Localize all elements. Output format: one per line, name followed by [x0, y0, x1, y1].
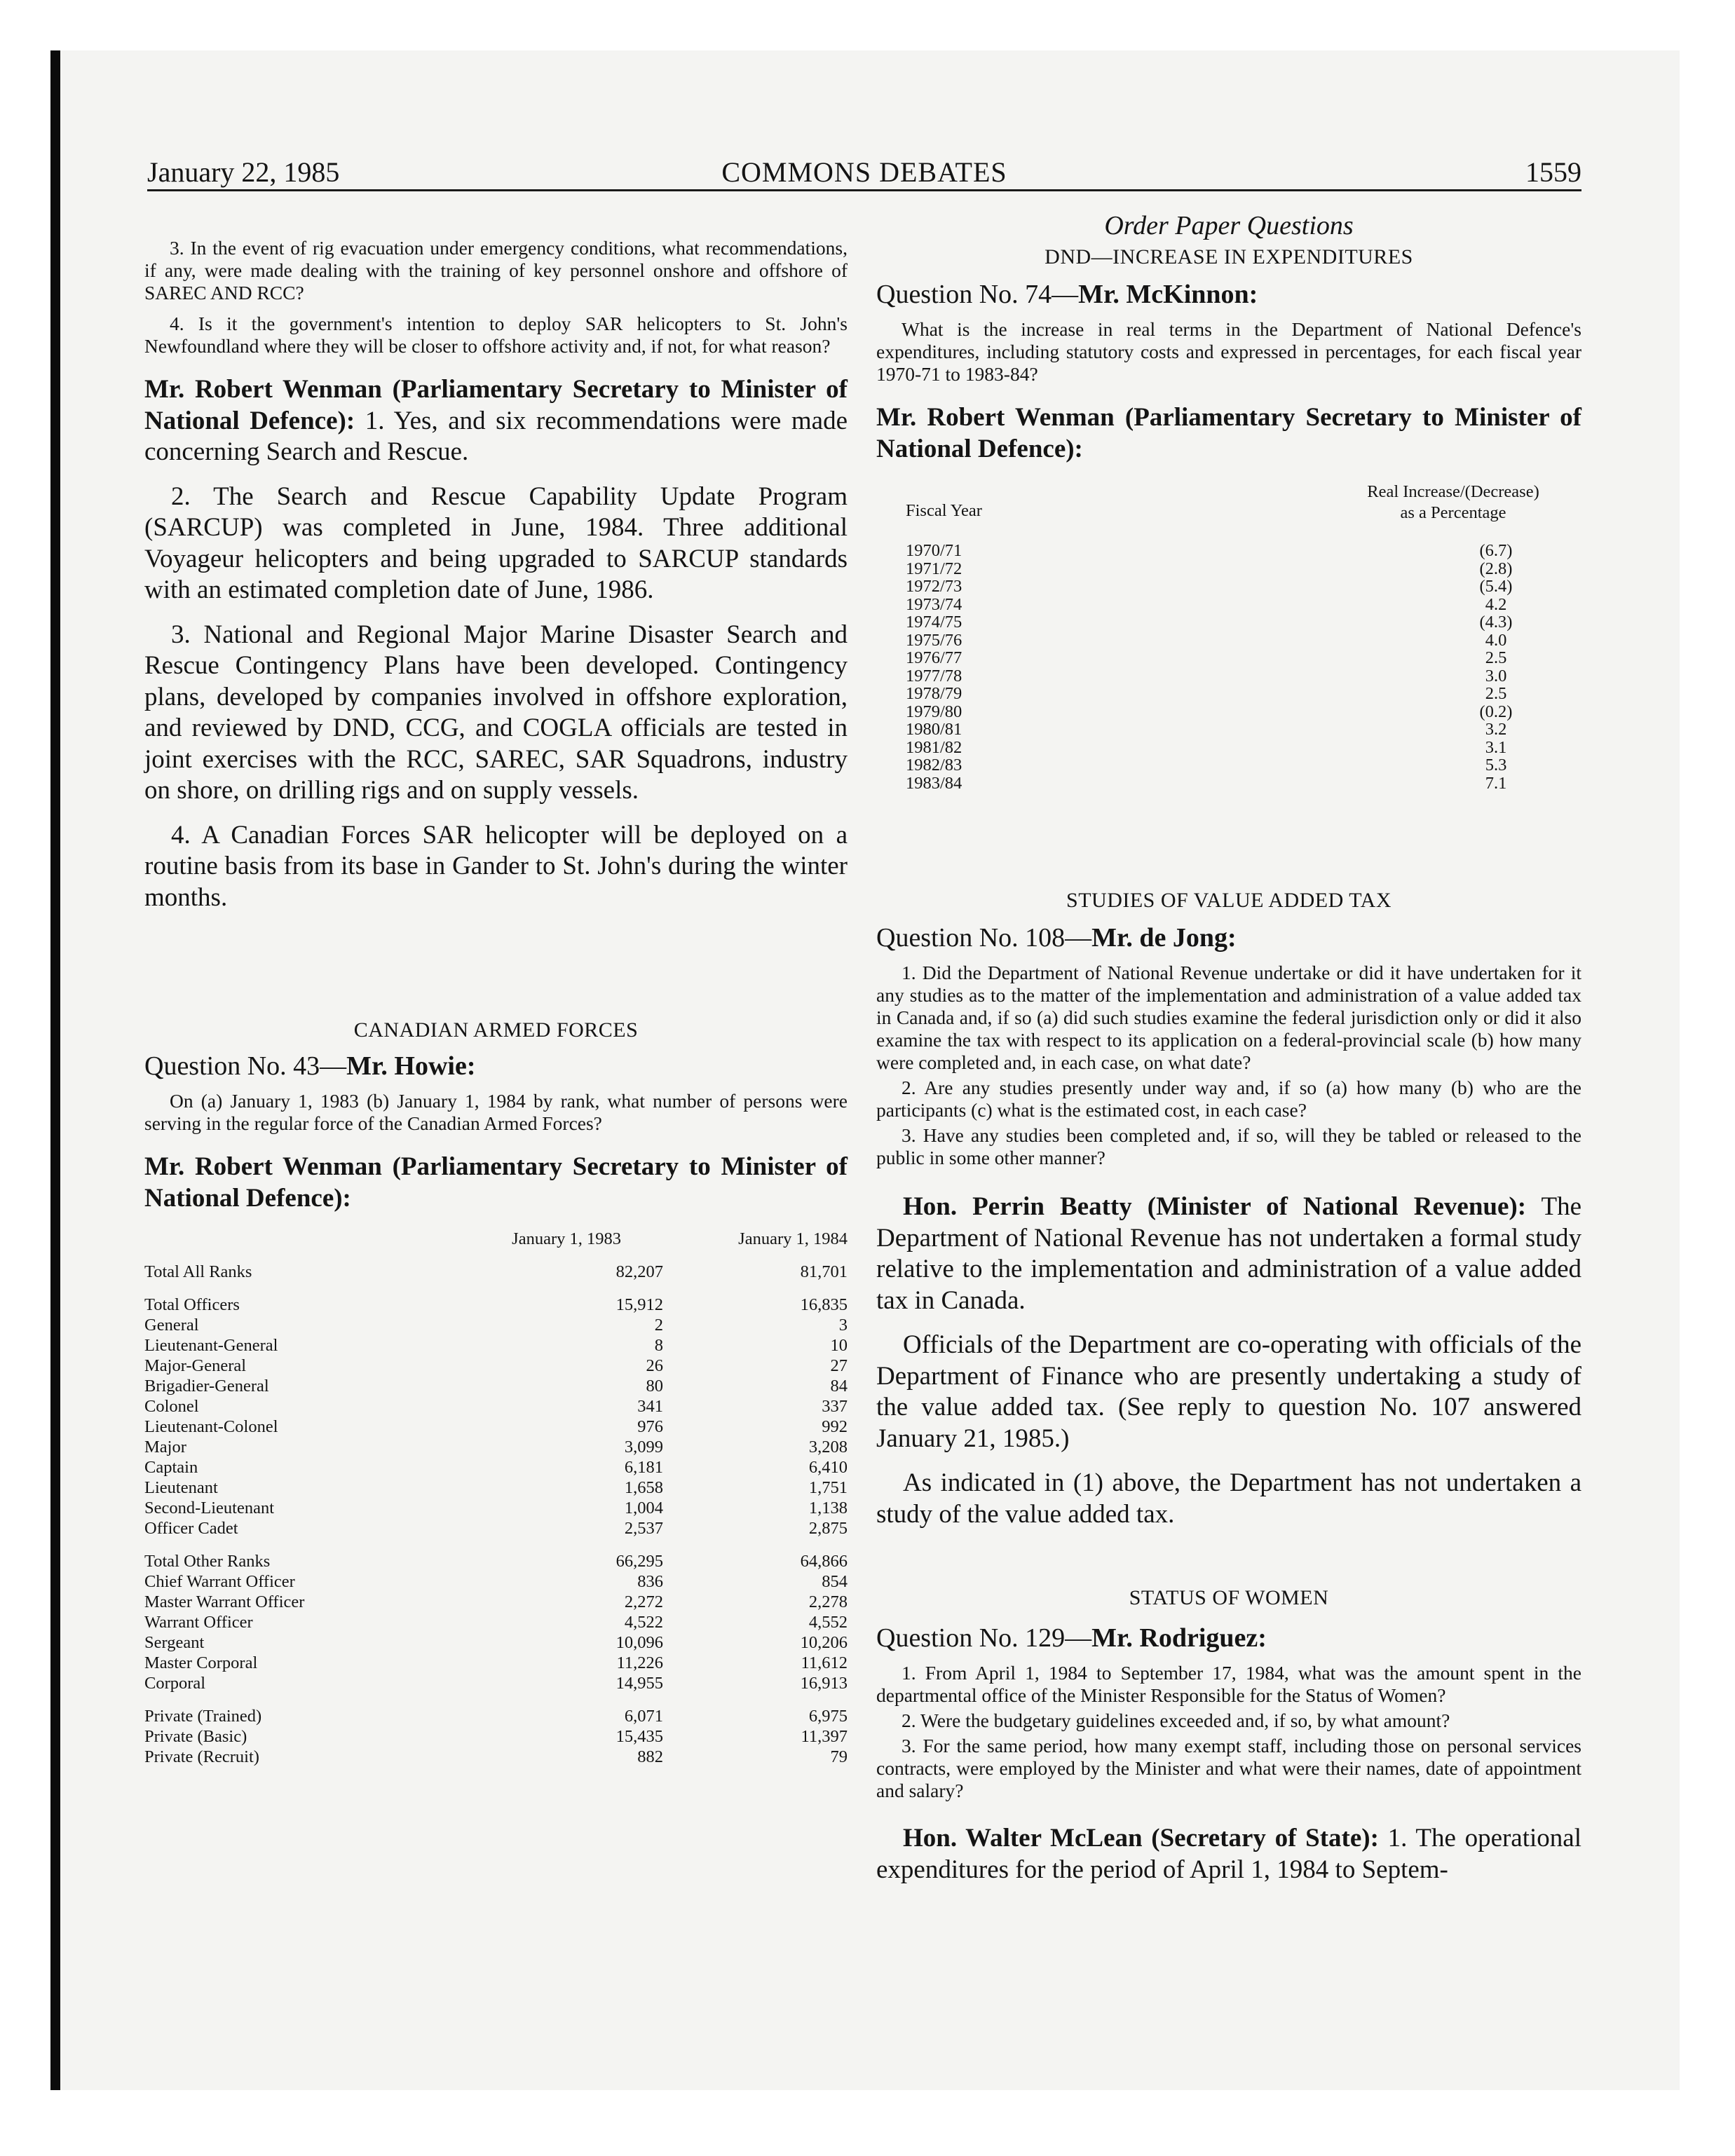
table-row	[144, 1632, 848, 1653]
column-header: January 1, 1983	[512, 1229, 621, 1248]
rank-cell: Lieutenant	[144, 1478, 218, 1497]
value-1984-cell: 16,835	[800, 1295, 848, 1314]
value-1983-cell: 2,537	[624, 1519, 663, 1538]
percentage-cell: (4.3)	[1479, 613, 1513, 632]
value-1984-cell: 854	[822, 1572, 848, 1591]
percentage-cell: (5.4)	[1479, 577, 1513, 596]
rank-cell: Second-Lieutenant	[144, 1499, 275, 1517]
table-row	[144, 1612, 848, 1632]
table-row	[876, 560, 1581, 578]
value-1984-cell: 3,208	[808, 1438, 848, 1456]
header-date: January 22, 1985	[147, 156, 340, 188]
rank-cell: Private (Trained)	[144, 1707, 262, 1726]
table-row	[144, 1551, 848, 1571]
table-row	[144, 1437, 848, 1457]
question-item: 2. Were the budgetary guidelines exceeded and, if so, by what amount?	[901, 1710, 1450, 1731]
question-member: Mr. McKinnon:	[1078, 280, 1258, 309]
question-number: Question No. 43—	[144, 1051, 347, 1081]
percentage-cell: 2.5	[1485, 648, 1507, 667]
answer-paragraph: Officials of the Department are co-operating with officials of the Department of Finance who are presently undertaking a study of the value added tax. (See reply to question No. 107 answered January 21, 1985.)	[876, 1330, 1581, 1453]
question-number: Question No. 74—	[876, 280, 1079, 309]
table-row	[144, 1376, 848, 1396]
percentage-cell: 5.3	[1485, 756, 1507, 775]
table-row	[144, 1726, 848, 1747]
table-row	[144, 1417, 848, 1437]
header-page-number: 1559	[1525, 156, 1581, 188]
table-row	[144, 1356, 848, 1376]
value-1983-cell: 1,658	[624, 1478, 663, 1497]
answer-text: The Department of National Revenue has not undertaken a formal study relative to the implementation and administration of a value added tax in Canada.	[876, 1192, 1582, 1315]
value-1983-cell: 976	[637, 1417, 663, 1436]
value-1983-cell: 14,955	[615, 1674, 663, 1693]
table-row	[876, 542, 1581, 560]
rank-cell: Master Corporal	[144, 1653, 258, 1672]
fiscal-year-cell: 1978/79	[906, 684, 962, 703]
value-1983-cell: 15,435	[615, 1727, 663, 1746]
header-rule	[147, 189, 1581, 191]
question-heading	[144, 1051, 848, 1082]
fiscal-year-cell: 1972/73	[906, 577, 962, 596]
fiscal-year-cell: 1981/82	[906, 737, 962, 757]
question-member: Mr. de Jong:	[1091, 923, 1237, 953]
question-heading	[876, 1623, 1581, 1653]
table-row	[144, 1396, 848, 1417]
table-row	[876, 703, 1581, 721]
answer-paragraph	[876, 1823, 1581, 1885]
table-row	[144, 1673, 848, 1693]
column-header-line: Real Increase/(Decrease)	[1367, 482, 1539, 501]
table-row	[876, 667, 1581, 685]
value-1984-cell: 4,552	[808, 1613, 848, 1632]
fiscal-year-cell: 1970/71	[906, 541, 962, 560]
table-row	[144, 1747, 848, 1767]
table-row	[876, 578, 1581, 596]
rank-cell: Sergeant	[144, 1633, 205, 1652]
value-1983-cell: 80	[646, 1377, 663, 1396]
table-row	[876, 632, 1581, 650]
question-item: 4. Is it the government's intention to deploy SAR helicopters to St. John's Newfoundland where they will be closer to offshore activity and, if not, for what reason?	[144, 313, 848, 357]
value-1984-cell: 992	[822, 1417, 848, 1436]
fiscal-year-cell: 1974/75	[906, 613, 962, 632]
rank-cell: Brigadier-General	[144, 1377, 269, 1396]
answer-paragraph: 3. National and Regional Major Marine Disaster Search and Rescue Contingency Plans have been developed. Contingency plans, developed by companies involved in offshore exploration, and reviewed by DND, CCG, and COGLA officials are tested in joint exercises with the RCC, SAREC, SAR Squadrons, industry on shore, on drilling rigs and on supply vessels.	[144, 620, 848, 805]
percentage-cell: (2.8)	[1479, 559, 1513, 578]
armed-forces-table	[144, 1262, 848, 1767]
percentage-cell: 3.1	[1485, 737, 1507, 757]
table-row	[876, 613, 1581, 632]
spacer	[876, 792, 1581, 889]
rank-cell: Major-General	[144, 1356, 247, 1375]
row-spacer	[144, 1693, 848, 1706]
table-row	[876, 756, 1581, 775]
table-row	[876, 721, 1581, 739]
answer-paragraph: As indicated in (1) above, the Department has not undertaken a study of the value added tax.	[876, 1468, 1581, 1529]
value-1983-cell: 1,004	[624, 1499, 663, 1517]
question-number: Question No. 108—	[876, 923, 1092, 953]
rank-cell: Lieutenant-General	[144, 1336, 278, 1355]
question-text: On (a) January 1, 1983 (b) January 1, 1984 by rank, what number of persons were serving in the regular force of the Canadian Armed Forces?	[144, 1090, 848, 1134]
rank-cell: Major	[144, 1438, 186, 1456]
table-row	[876, 649, 1581, 667]
order-paper-heading: Order Paper Questions	[1104, 211, 1354, 240]
value-1983-cell: 2	[654, 1316, 663, 1335]
fiscal-year-cell: 1973/74	[906, 594, 962, 614]
answer-text: 1. Yes, and six recommendations were made concerning Search and Rescue.	[144, 406, 848, 466]
rank-cell: Master Warrant Officer	[144, 1592, 305, 1611]
value-1984-cell: 2,278	[808, 1592, 848, 1611]
table-row	[876, 596, 1581, 614]
speaker-name: Mr. Robert Wenman (Parliamentary Secretary to Minister of National Defence):	[876, 403, 1581, 463]
value-1983-cell: 836	[637, 1572, 663, 1591]
column-header	[1338, 482, 1569, 524]
answer-text: 1. The operational expenditures for the period of April 1, 1984 to Septem-	[876, 1824, 1581, 1884]
dnd-expenditure-table	[876, 542, 1581, 792]
table-row	[144, 1653, 848, 1673]
answer-paragraph	[144, 374, 848, 468]
section-heading: STUDIES OF VALUE ADDED TAX	[1066, 889, 1392, 912]
running-header	[147, 156, 1581, 191]
rank-cell: Lieutenant-Colonel	[144, 1417, 278, 1436]
value-1984-cell: 11,612	[801, 1653, 848, 1672]
percentage-cell: (6.7)	[1479, 541, 1513, 560]
column-header-line: as a Percentage	[1400, 503, 1506, 522]
question-member: Mr. Howie:	[346, 1051, 476, 1081]
question-item: 1. From April 1, 1984 to September 17, 1984, what was the amount spent in the departmental office of the Minister Responsible for the Status of Women?	[876, 1662, 1581, 1706]
section-heading: DND—INCREASE IN EXPENDITURES	[1045, 245, 1413, 268]
value-1984-cell: 27	[830, 1356, 848, 1375]
value-1983-cell: 10,096	[615, 1633, 663, 1652]
section-heading: CANADIAN ARMED FORCES	[353, 1018, 639, 1042]
percentage-cell: 3.2	[1485, 720, 1507, 739]
rank-cell: Colonel	[144, 1397, 199, 1416]
table-row	[144, 1457, 848, 1478]
table-row	[144, 1498, 848, 1518]
table-row	[144, 1571, 848, 1592]
table-row	[876, 685, 1581, 703]
rank-cell: Total Officers	[144, 1295, 240, 1314]
fiscal-year-cell: 1979/80	[906, 702, 962, 721]
value-1984-cell: 10,206	[800, 1633, 848, 1652]
table-row	[144, 1518, 848, 1538]
column-header: Fiscal Year	[906, 501, 982, 520]
header-publication-title: COMMONS DEBATES	[721, 156, 1007, 188]
speaker-name: Hon. Perrin Beatty (Minister of National Revenue):	[903, 1192, 1527, 1221]
rank-cell: Corporal	[144, 1674, 206, 1693]
value-1984-cell: 79	[830, 1747, 848, 1766]
value-1983-cell: 15,912	[615, 1295, 663, 1314]
percentage-cell: (0.2)	[1479, 702, 1513, 721]
rank-cell: General	[144, 1316, 199, 1335]
table-row	[144, 1706, 848, 1726]
table-header	[144, 1229, 848, 1249]
percentage-cell: 7.1	[1485, 773, 1507, 793]
fiscal-year-cell: 1977/78	[906, 666, 962, 685]
value-1984-cell: 1,138	[808, 1499, 848, 1517]
value-1984-cell: 11,397	[801, 1727, 848, 1746]
percentage-cell: 4.2	[1485, 594, 1507, 614]
speaker-name: Mr. Robert Wenman (Parliamentary Secretary to Minister of National Defence):	[144, 1152, 848, 1213]
right-column	[876, 210, 1581, 1899]
value-1983-cell: 66,295	[615, 1552, 663, 1571]
value-1983-cell: 341	[637, 1397, 663, 1416]
table-row	[144, 1335, 848, 1356]
value-1983-cell: 82,207	[615, 1262, 663, 1281]
speaker-name: Mr. Robert Wenman (Parliamentary Secretary to Minister of National Defence):	[144, 375, 848, 435]
value-1983-cell: 26	[646, 1356, 663, 1375]
fiscal-year-cell: 1983/84	[906, 773, 962, 793]
question-text: What is the increase in real terms in the Department of National Defence's expenditures, including statutory costs and expressed in percentages, for each fiscal year 1970-71 to 1983-84?	[876, 318, 1581, 385]
rank-cell: Private (Basic)	[144, 1727, 247, 1746]
value-1984-cell: 16,913	[800, 1674, 848, 1693]
question-member: Mr. Rodriguez:	[1091, 1623, 1267, 1653]
question-item: 2. Are any studies presently under way and, if so (a) how many (b) who are the participants (c) what is the estimated cost, in each case?	[876, 1077, 1581, 1121]
table-row	[144, 1592, 848, 1612]
value-1983-cell: 4,522	[624, 1613, 663, 1632]
rank-cell: Total Other Ranks	[144, 1552, 271, 1571]
left-column	[144, 237, 848, 1767]
answer-paragraph: 4. A Canadian Forces SAR helicopter will be deployed on a routine basis from its base in Gander to St. John's during the winter months.	[144, 820, 848, 912]
value-1983-cell: 882	[637, 1747, 663, 1766]
value-1984-cell: 10	[830, 1336, 848, 1355]
value-1984-cell: 6,975	[808, 1707, 848, 1726]
question-item: 3. Have any studies been completed and, if so, will they be tabled or released to the public in some other manner?	[876, 1124, 1581, 1168]
value-1984-cell: 3	[838, 1316, 848, 1335]
table-row	[144, 1262, 848, 1282]
value-1983-cell: 2,272	[624, 1592, 663, 1611]
column-header: January 1, 1984	[738, 1229, 848, 1248]
rank-cell: Warrant Officer	[144, 1613, 253, 1632]
rank-cell: Chief Warrant Officer	[144, 1572, 295, 1591]
value-1984-cell: 2,875	[808, 1519, 848, 1538]
rank-cell: Private (Recruit)	[144, 1747, 259, 1766]
value-1984-cell: 81,701	[800, 1262, 848, 1281]
section-heading: STATUS OF WOMEN	[1129, 1586, 1329, 1609]
fiscal-year-cell: 1982/83	[906, 756, 962, 775]
row-spacer	[144, 1282, 848, 1295]
percentage-cell: 3.0	[1485, 666, 1507, 685]
answer-paragraph	[876, 1192, 1581, 1316]
answer-paragraph: 2. The Search and Rescue Capability Update Program (SARCUP) was completed in June, 1984. Three additional Voyageur helicopters and being upgraded to SARCUP standards with an estimated completion date of June, 1986.	[144, 482, 848, 604]
fiscal-year-cell: 1971/72	[906, 559, 962, 578]
table-row	[144, 1478, 848, 1498]
percentage-cell: 2.5	[1485, 684, 1507, 703]
table-row	[876, 739, 1581, 757]
value-1983-cell: 3,099	[624, 1438, 663, 1456]
value-1984-cell: 337	[822, 1397, 848, 1416]
percentage-cell: 4.0	[1485, 630, 1507, 650]
table-header	[876, 482, 1581, 526]
value-1983-cell: 11,226	[616, 1653, 663, 1672]
value-1984-cell: 1,751	[808, 1478, 848, 1497]
value-1983-cell: 6,181	[624, 1458, 663, 1477]
scan-edge-bar	[50, 50, 60, 2090]
question-number: Question No. 129—	[876, 1623, 1092, 1653]
question-item: 3. For the same period, how many exempt staff, including those on personal services contracts, were employed by the Minister and what were their names, date of appointment and salary?	[876, 1735, 1581, 1801]
question-item: 3. In the event of rig evacuation under emergency conditions, what recommendations, if any, were made dealing with the training of key personnel onshore and offshore of SAREC AND RCC?	[144, 237, 848, 303]
fiscal-year-cell: 1975/76	[906, 630, 962, 650]
rank-cell: Captain	[144, 1458, 198, 1477]
value-1984-cell: 84	[830, 1377, 848, 1396]
fiscal-year-cell: 1976/77	[906, 648, 962, 667]
value-1984-cell: 6,410	[808, 1458, 848, 1477]
row-spacer	[144, 1538, 848, 1551]
question-item: 1. Did the Department of National Revenue undertake or did it have undertaken for it any studies as to the matter of the implementation and administration of a value added tax in Canada and, if so (a) did such studies examine the federal jurisdiction only or did it also examine the tax with respect to its application on a federal-provincial scale (b) how many were completed and, in each case, on what date?	[876, 962, 1581, 1073]
table-row	[876, 775, 1581, 793]
value-1983-cell: 8	[654, 1336, 663, 1355]
rank-cell: Officer Cadet	[144, 1519, 238, 1538]
table-row	[144, 1315, 848, 1335]
question-heading	[876, 279, 1581, 310]
rank-cell: Total All Ranks	[144, 1262, 252, 1281]
fiscal-year-cell: 1980/81	[906, 720, 962, 739]
value-1984-cell: 64,866	[800, 1552, 848, 1571]
question-heading	[876, 922, 1581, 953]
value-1983-cell: 6,071	[624, 1707, 663, 1726]
table-row	[144, 1295, 848, 1315]
speaker-name: Hon. Walter McLean (Secretary of State):	[903, 1824, 1379, 1853]
